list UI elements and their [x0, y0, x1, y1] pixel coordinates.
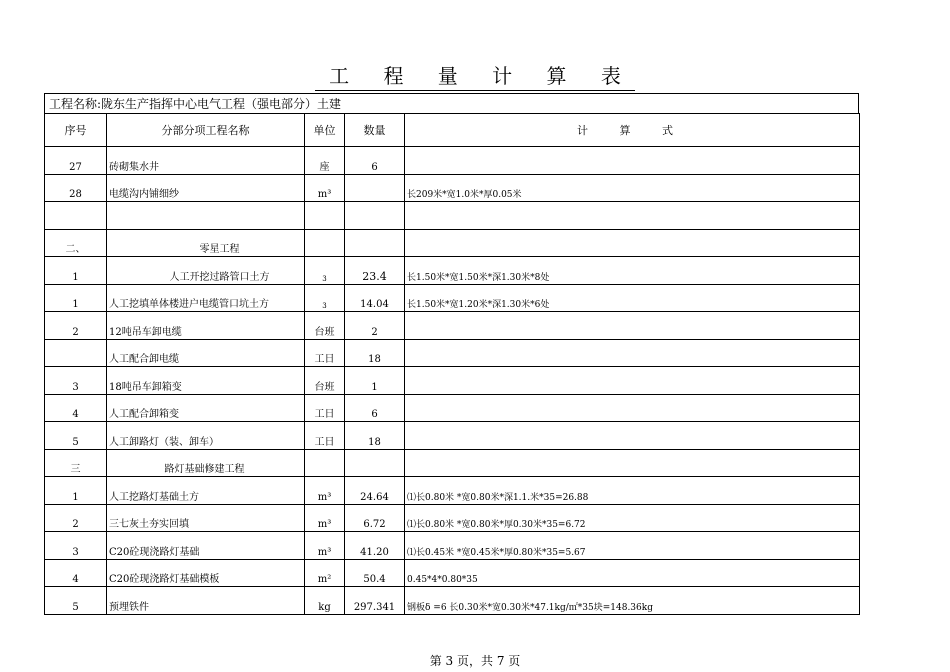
row-seq: 2 [45, 504, 107, 532]
row-qty: 18 [345, 422, 405, 450]
row-qty [345, 449, 405, 477]
calculation-table [44, 113, 860, 615]
header-qty: 数量 [345, 114, 405, 147]
row-name: 12吨吊车卸电缆 [107, 312, 305, 340]
row-unit [305, 229, 345, 257]
row-unit [305, 449, 345, 477]
row-name: 人工挖填单体楼进户电缆管口坑土方 [107, 284, 305, 312]
row-formula [405, 339, 860, 367]
row-name [107, 202, 305, 230]
row-name: C20砼现浇路灯基础 [107, 532, 305, 560]
row-qty: 2 [345, 312, 405, 340]
row-qty [345, 174, 405, 202]
row-qty: 50.4 [345, 559, 405, 587]
row-qty: 6 [345, 147, 405, 175]
table-row [45, 449, 860, 477]
row-unit: 3 [305, 257, 345, 285]
table-row [45, 312, 860, 340]
row-name: 人工开挖过路管口土方 [107, 257, 305, 285]
table-body [45, 147, 860, 615]
row-qty: 297.341 [345, 587, 405, 615]
row-unit: 工日 [305, 339, 345, 367]
table-row [45, 532, 860, 560]
row-seq [45, 202, 107, 230]
table-row [45, 229, 860, 257]
row-seq: 27 [45, 147, 107, 175]
table-row [45, 257, 860, 285]
row-qty: 6.72 [345, 504, 405, 532]
row-qty [345, 202, 405, 230]
row-formula [405, 229, 860, 257]
row-name: 人工挖路灯基础土方 [107, 477, 305, 505]
row-formula [405, 147, 860, 175]
row-formula: 长209米*宽1.0米*厚0.05米 [405, 174, 860, 202]
row-name: 路灯基础修建工程 [107, 449, 305, 477]
header-seq: 序号 [45, 114, 107, 147]
row-seq: 4 [45, 559, 107, 587]
row-unit: m³ [305, 174, 345, 202]
row-formula: 长1.50米*宽1.20米*深1.30米*6处 [405, 284, 860, 312]
row-name: 18吨吊车卸箱变 [107, 367, 305, 395]
row-formula: 0.45*4*0.80*35 [405, 559, 860, 587]
header-unit: 单位 [305, 114, 345, 147]
row-name: 砖砌集水井 [107, 147, 305, 175]
page-number: 第 3 页，共 7 页 [429, 654, 521, 668]
header-formula: 计 算 式 [405, 114, 860, 147]
row-unit: kg [305, 587, 345, 615]
row-qty: 6 [345, 394, 405, 422]
row-name: 三七灰土夯实回填 [107, 504, 305, 532]
row-seq: 三 [45, 449, 107, 477]
table-row [45, 367, 860, 395]
row-formula: 钢板δ =6 长0.30米*宽0.30米*47.1kg/㎡*35块=148.36kg [405, 587, 860, 615]
row-qty: 24.64 [345, 477, 405, 505]
row-name: 人工配合卸箱变 [107, 394, 305, 422]
row-qty: 18 [345, 339, 405, 367]
row-seq: 3 [45, 532, 107, 560]
project-name: 工程名称:陇东生产指挥中心电气工程（强电部分）土建 [44, 93, 859, 113]
row-formula [405, 449, 860, 477]
table-row [45, 339, 860, 367]
row-seq: 28 [45, 174, 107, 202]
table-row [45, 174, 860, 202]
row-formula [405, 394, 860, 422]
row-name: 人工配合卸电缆 [107, 339, 305, 367]
row-formula [405, 422, 860, 450]
row-seq: 1 [45, 257, 107, 285]
row-seq: 1 [45, 477, 107, 505]
row-formula: 长1.50米*宽1.50米*深1.30米*8处 [405, 257, 860, 285]
table-row [45, 202, 860, 230]
table-row [45, 147, 860, 175]
row-qty [345, 229, 405, 257]
table-row [45, 559, 860, 587]
row-qty: 1 [345, 367, 405, 395]
table-header-row [45, 114, 860, 147]
row-formula [405, 367, 860, 395]
row-unit: m² [305, 559, 345, 587]
row-unit: 工日 [305, 422, 345, 450]
row-unit: 台班 [305, 367, 345, 395]
row-unit: 座 [305, 147, 345, 175]
row-unit: m³ [305, 504, 345, 532]
row-formula [405, 312, 860, 340]
table-row [45, 477, 860, 505]
row-seq: 5 [45, 587, 107, 615]
row-name: C20砼现浇路灯基础模板 [107, 559, 305, 587]
row-seq: 2 [45, 312, 107, 340]
table-row [45, 422, 860, 450]
row-qty: 14.04 [345, 284, 405, 312]
row-seq: 1 [45, 284, 107, 312]
row-unit [305, 202, 345, 230]
row-seq: 3 [45, 367, 107, 395]
table-row [45, 284, 860, 312]
row-seq [45, 339, 107, 367]
header-name: 分部分项工程名称 [107, 114, 305, 147]
page-title: 工 程 量 计 算 表 [0, 60, 950, 89]
row-qty: 23.4 [345, 257, 405, 285]
row-seq: 4 [45, 394, 107, 422]
row-qty: 41.20 [345, 532, 405, 560]
row-unit: 台班 [305, 312, 345, 340]
row-formula [405, 202, 860, 230]
row-formula: ⑴长0.80米 *宽0.80米*深1.1.米*35=26.88 [405, 477, 860, 505]
row-unit: m³ [305, 532, 345, 560]
row-name: 零星工程 [107, 229, 305, 257]
row-seq: 二、 [45, 229, 107, 257]
row-formula: ⑴长0.45米 *宽0.45米*厚0.80米*35=5.67 [405, 532, 860, 560]
row-name: 电缆沟内铺细纱 [107, 174, 305, 202]
row-unit: 工日 [305, 394, 345, 422]
row-name: 预埋铁件 [107, 587, 305, 615]
row-name: 人工卸路灯（装、卸车） [107, 422, 305, 450]
table-row [45, 587, 860, 615]
table-row [45, 504, 860, 532]
row-unit: 3 [305, 284, 345, 312]
row-unit: m³ [305, 477, 345, 505]
row-seq: 5 [45, 422, 107, 450]
table-row [45, 394, 860, 422]
row-formula: ⑴长0.80米 *宽0.80米*厚0.30米*35=6.72 [405, 504, 860, 532]
